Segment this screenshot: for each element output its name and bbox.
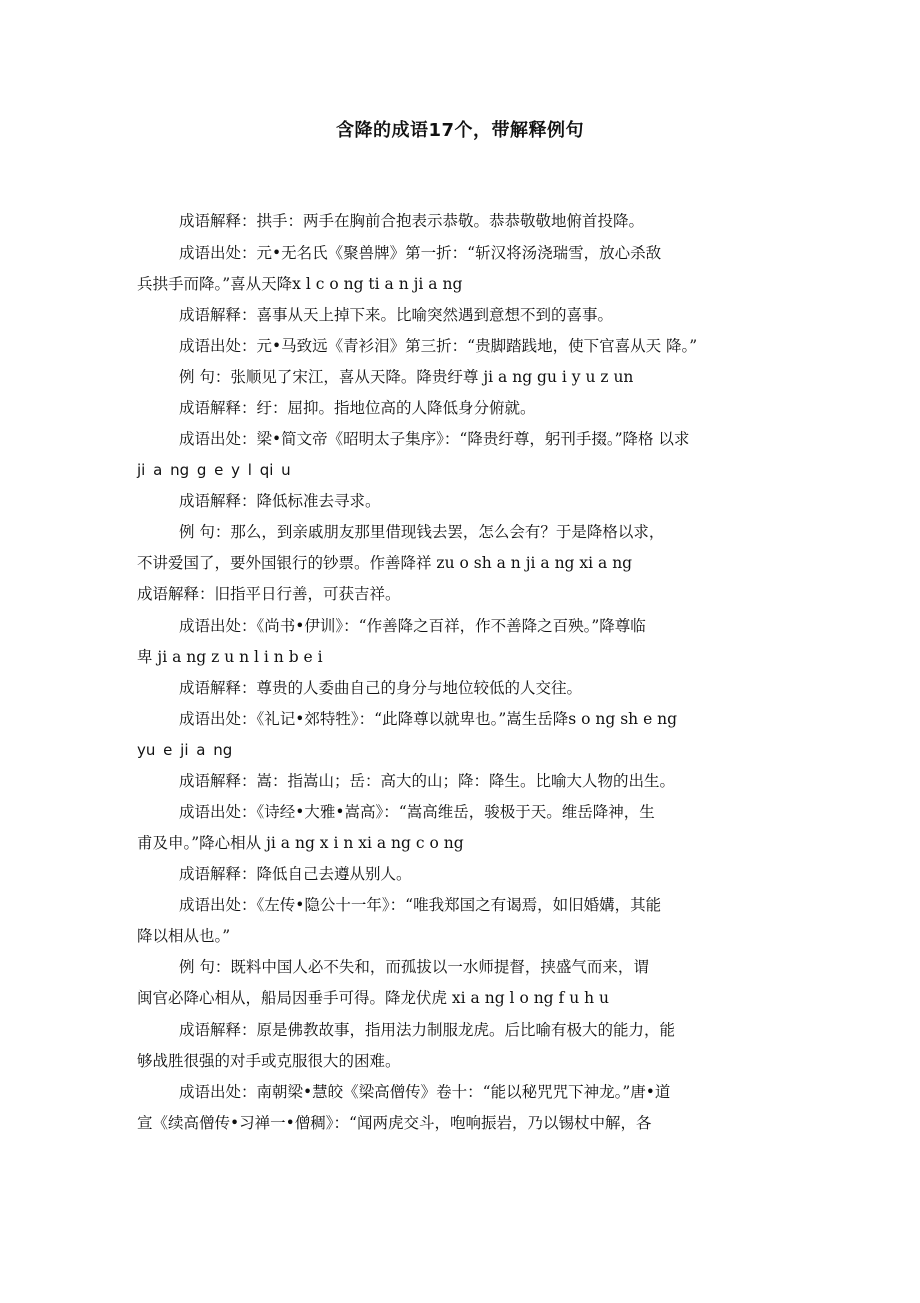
text-line: 成语解释：拱手：两手在胸前合抱表示恭敬。恭恭敬敬地俯首投降。 [179, 212, 645, 230]
text-line: 不讲爱国了，要外国银行的钞票。作善降祥 zu o sh a n ji a ng xi a ng [137, 554, 633, 572]
text-line: 宣《续高僧传•习禅一•僧稠》：“闻两虎交斗，咆响振岩，乃以锡杖中解，各 [137, 1114, 652, 1132]
text-line: 成语出处：元•马致远《青衫泪》第三折：“贵脚踏践地，使下官喜从天 降。” [179, 337, 698, 355]
text-line: 成语解释：降低自己去遵从别人。 [179, 865, 412, 883]
text-line: 例 句：张顺见了宋江，喜从天降。降贵纡尊 ji a ng gu i y u z un [179, 368, 634, 386]
page-title: 含降的成语17个，带解释例句 [335, 120, 585, 141]
text-line: 例 句：既料中国人必不失和，而孤拔以一水师提督，挟盛气而来，谓 [179, 958, 649, 976]
text-line: 成语解释：原是佛教故事，指用法力制服龙虎。后比喻有极大的能力，能 [179, 1021, 676, 1039]
text-line: 降以相从也。” [137, 927, 231, 945]
text-line: 成语出处：《诗经•大雅•嵩高》：“嵩高维岳，骏极于天。维岳降神，生 [179, 803, 655, 821]
text-line: 例 句：那么，到亲戚朋友那里借现钱去罢，怎么会有？于是降格以求， [179, 523, 665, 541]
text-line: 够战胜很强的对手或克服很大的困难。 [137, 1052, 401, 1070]
pinyin-line: ji a ng g e y l qi u [137, 461, 291, 479]
text-line: 成语出处：梁•简文帝《昭明太子集序》：“降贵纡尊，躬刊手掇。”降格 以求 [179, 430, 690, 448]
text-line: 卑 ji a ng z u n l i n b e i [137, 648, 323, 666]
text-line: 兵拱手而降。”喜从天降x l c o ng ti a n ji a ng [137, 275, 463, 293]
text-line: 成语出处：元•无名氏《聚兽牌》第一折：“斩汉将汤浇瑞雪，放心杀敌 [179, 244, 662, 262]
text-line: 成语出处：《左传•隐公十一年》：“唯我郑国之有谒焉，如旧婚媾，其能 [179, 896, 662, 914]
text-line: 成语解释：嵩：指嵩山；岳：高大的山；降：降生。比喻大人物的出生。 [179, 772, 676, 790]
text-line: 成语出处：《礼记•郊特牲》：“此降尊以就卑也。”嵩生岳降s o ng sh e ng [179, 710, 678, 728]
text-line: 闽官必降心相从，船局因垂手可得。降龙伏虎 xi a ng l o ng f u h u [137, 989, 609, 1007]
text-line: 成语解释：纡：屈抑。指地位高的人降低身分俯就。 [179, 399, 536, 417]
text-line: 成语出处：南朝梁•慧皎《梁高僧传》卷十：“能以秘咒咒下神龙。”唐•道 [179, 1083, 671, 1101]
text-line: 成语解释：降低标准去寻求。 [179, 492, 381, 510]
text-line: 成语出处：《尚书•伊训》：“作善降之百祥，作不善降之百殃。”降尊临 [179, 617, 646, 635]
text-line: 甫及申。”降心相从 ji a ng x i n xi a ng c o ng [137, 834, 464, 852]
text-line: 成语解释：尊贵的人委曲自己的身分与地位较低的人交往。 [179, 679, 583, 697]
text-line: 成语解释：喜事从天上掉下来。比喻突然遇到意想不到的喜事。 [179, 306, 614, 324]
text-line: 成语解释：旧指平日行善，可获吉祥。 [137, 585, 401, 603]
pinyin-line: yu e ji a ng [137, 741, 233, 759]
